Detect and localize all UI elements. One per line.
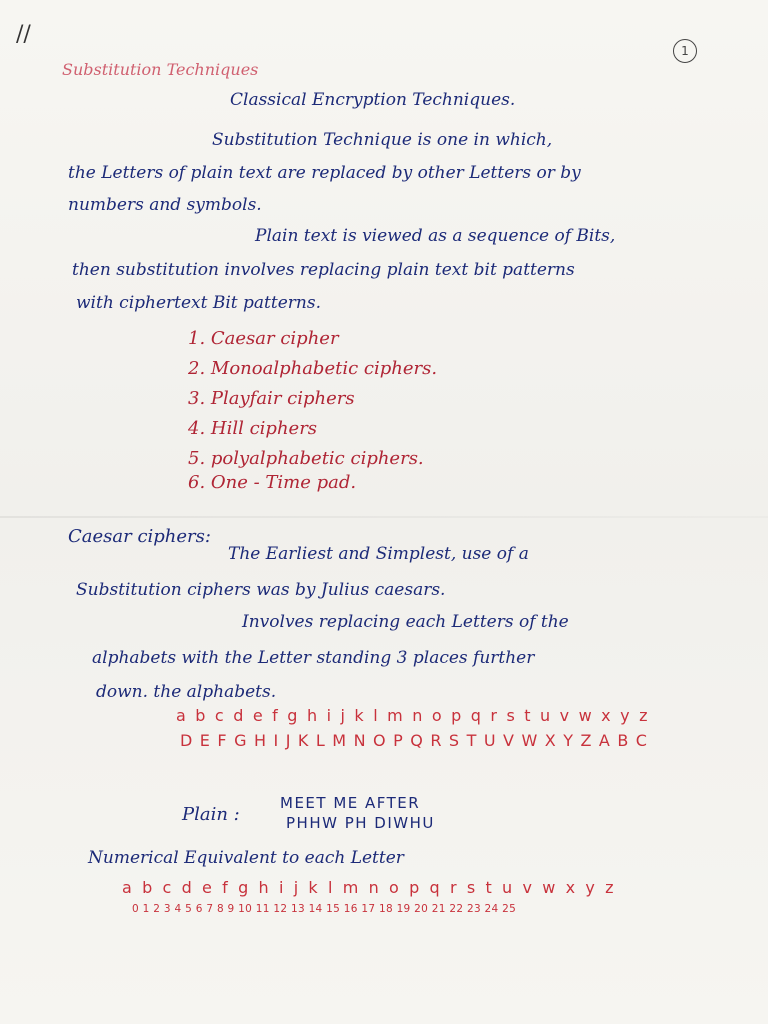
cipher-alphabet-row: D E F G H I J K L M N O P Q R S T U V W X Y Z A B C	[180, 731, 649, 750]
plain-alphabet-row: a b c d e f g h i j k l m n o p q r s t u v w x y z	[176, 706, 650, 725]
list-item: 6. One - Time pad.	[188, 472, 357, 493]
corner-mark: //	[16, 22, 31, 47]
header-red: Substitution Techniques	[62, 60, 259, 79]
page-number: 1	[673, 39, 697, 63]
intro-line-2: the Letters of plain text are replaced by other Letters or by	[68, 163, 581, 183]
list-item: 2. Monoalphabetic ciphers.	[188, 358, 438, 379]
intro-line-3: numbers and symbols.	[68, 195, 262, 215]
page-fold	[0, 516, 768, 518]
numerical-letters-row: a b c d e f g h i j k l m n o p q r s t u v w x y z	[122, 878, 617, 897]
caesar-line-5: down. the alphabets.	[96, 682, 277, 702]
caesar-line-3: Involves replacing each Letters of the	[242, 612, 569, 632]
list-item: 5. polyalphabetic ciphers.	[188, 448, 424, 469]
intro-line-1: Substitution Technique is one in which,	[212, 130, 553, 150]
example-ciphertext: PHHW PH DIWHU	[286, 814, 435, 832]
caesar-heading: Caesar ciphers:	[68, 526, 211, 547]
caesar-line-4: alphabets with the Letter standing 3 places further	[92, 648, 535, 668]
numerical-numbers-row: 0 1 2 3 4 5 6 7 8 9 10 11 12 13 14 15 16 17 18 19 20 21 22 23 24 25	[132, 903, 517, 915]
bits-line-1: Plain text is viewed as a sequence of Bits,	[255, 226, 616, 246]
page-title: Classical Encryption Techniques.	[230, 90, 516, 110]
bits-line-3: with ciphertext Bit patterns.	[76, 293, 321, 313]
list-item: 1. Caesar cipher	[188, 328, 339, 349]
bits-line-2: then substitution involves replacing plain text bit patterns	[72, 260, 575, 280]
numerical-heading: Numerical Equivalent to each Letter	[88, 848, 404, 868]
list-item: 4. Hill ciphers	[188, 418, 318, 439]
example-label: Plain :	[182, 804, 240, 825]
example-plaintext: MEET ME AFTER	[280, 794, 421, 812]
caesar-line-2: Substitution ciphers was by Julius caesars.	[76, 580, 446, 600]
caesar-line-1: The Earliest and Simplest, use of a	[228, 544, 529, 564]
list-item: 3. Playfair ciphers	[188, 388, 355, 409]
